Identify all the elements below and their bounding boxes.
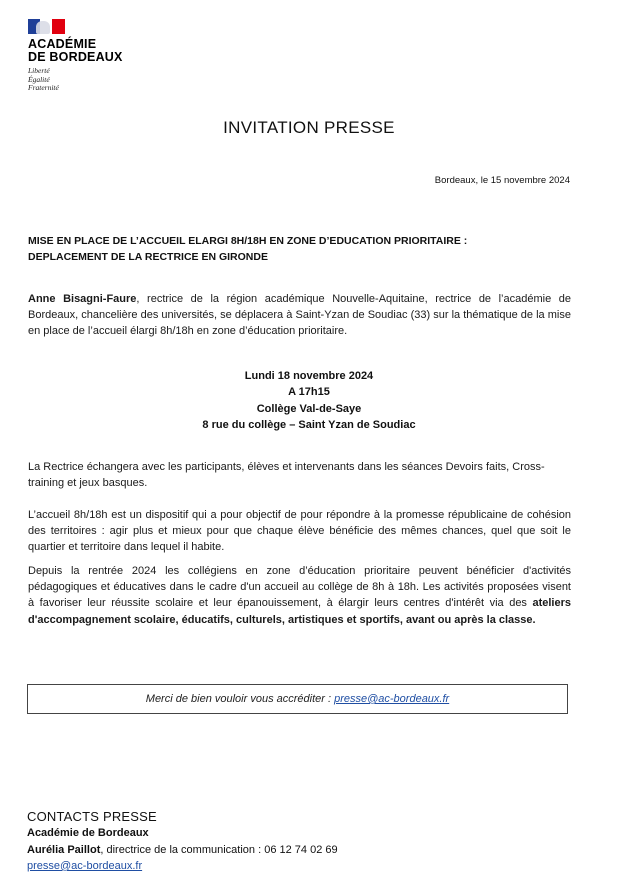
motto-fraternite: Fraternité [28, 83, 59, 92]
rectrice-name: Anne Bisagni-Faure [28, 293, 137, 305]
subject-heading [28, 233, 573, 265]
document-title: INVITATION PRESSE [223, 118, 395, 137]
activities-paragraph [28, 563, 571, 628]
motto-egalite: Égalité [28, 74, 50, 84]
subject-line2: DEPLACEMENT DE LA RECTRICE EN GIRONDE [28, 251, 268, 263]
org-name [28, 38, 123, 64]
contact-role-phone: , directrice de la communication : 06 12 74 02 69 [100, 843, 338, 856]
contact-person-line [27, 842, 587, 859]
contact-org: Académie de Bordeaux [27, 827, 149, 839]
press-contacts [27, 809, 587, 875]
activities-text: Depuis la rentrée 2024 les collégiens en zone d’éducation prioritaire peuvent bénéficier d'activités pédagogiques et éducatives dans le cadre d'un accueil au collège de 8h à 18h. Les activités proposées visent à favoriser leur réussite scolaire et leur épanouissement, à élargir leurs centres d'intérêt via des [28, 565, 571, 610]
academie-logo [28, 19, 123, 93]
activities-bold-text: ateliers d'accompagnement scolaire, éducatifs, culturels, artistiques et sportifs, avant ou après la classe. [28, 597, 571, 626]
contacts-title: CONTACTS PRESSE [27, 809, 157, 824]
subject-line1: MISE EN PLACE DE L’ACCUEIL ELARGI 8H/18H EN ZONE D’EDUCATION PRIORITAIRE : [28, 235, 468, 247]
event-date: Lundi 18 novembre 2024 [244, 370, 374, 382]
intro-text: , rectrice de la région académique Nouvelle-Aquitaine, rectrice de l’académie de Bordeaux, chancelière des universités, se déplacera à Saint-Yzan de Soudiac (33) sur la thématique de la mise en place de l’accueil élargi 8h/18h en zone d’éducation prioritaire. [28, 293, 571, 338]
accreditation-box [27, 684, 568, 714]
document-date: Bordeaux, le 15 novembre 2024 [434, 175, 570, 186]
contact-email-line [27, 858, 587, 875]
org-name-line1: ACADÉMIE [28, 37, 97, 51]
accreditation-text: Merci de bien vouloir vous accréditer : [145, 693, 335, 705]
contact-person-name: Aurélia Paillot [27, 843, 101, 856]
motto-liberte: Liberté [28, 66, 50, 75]
republic-motto [28, 67, 123, 93]
republique-francaise-flag-icon [28, 19, 65, 34]
event-venue: Collège Val-de-Saye [256, 402, 362, 415]
contact-email-link[interactable]: presse@ac-bordeaux.fr [27, 860, 143, 872]
accreditation-email-link[interactable]: presse@ac-bordeaux.fr [334, 693, 450, 705]
org-name-line2: DE BORDEAUX [28, 50, 123, 64]
event-address: 8 rue du collège – Saint Yzan de Soudiac [202, 418, 416, 431]
event-time: A 17h15 [288, 386, 330, 399]
dispositif-paragraph: L’accueil 8h/18h est un dispositif qui a pour objectif de pour répondre à la promesse républicaine de cohésion des territoires : agir plus et mieux pour que chaque élève bénéficie des mêmes chances, quel que soit le quartier et territoire dans lequel il habite. [28, 509, 571, 554]
event-details [0, 368, 618, 433]
exchange-paragraph: La Rectrice échangera avec les participants, élèves et intervenants dans les séances Devoirs faits, Cross-training et jeux basques. [28, 461, 545, 490]
intro-paragraph [28, 291, 571, 340]
